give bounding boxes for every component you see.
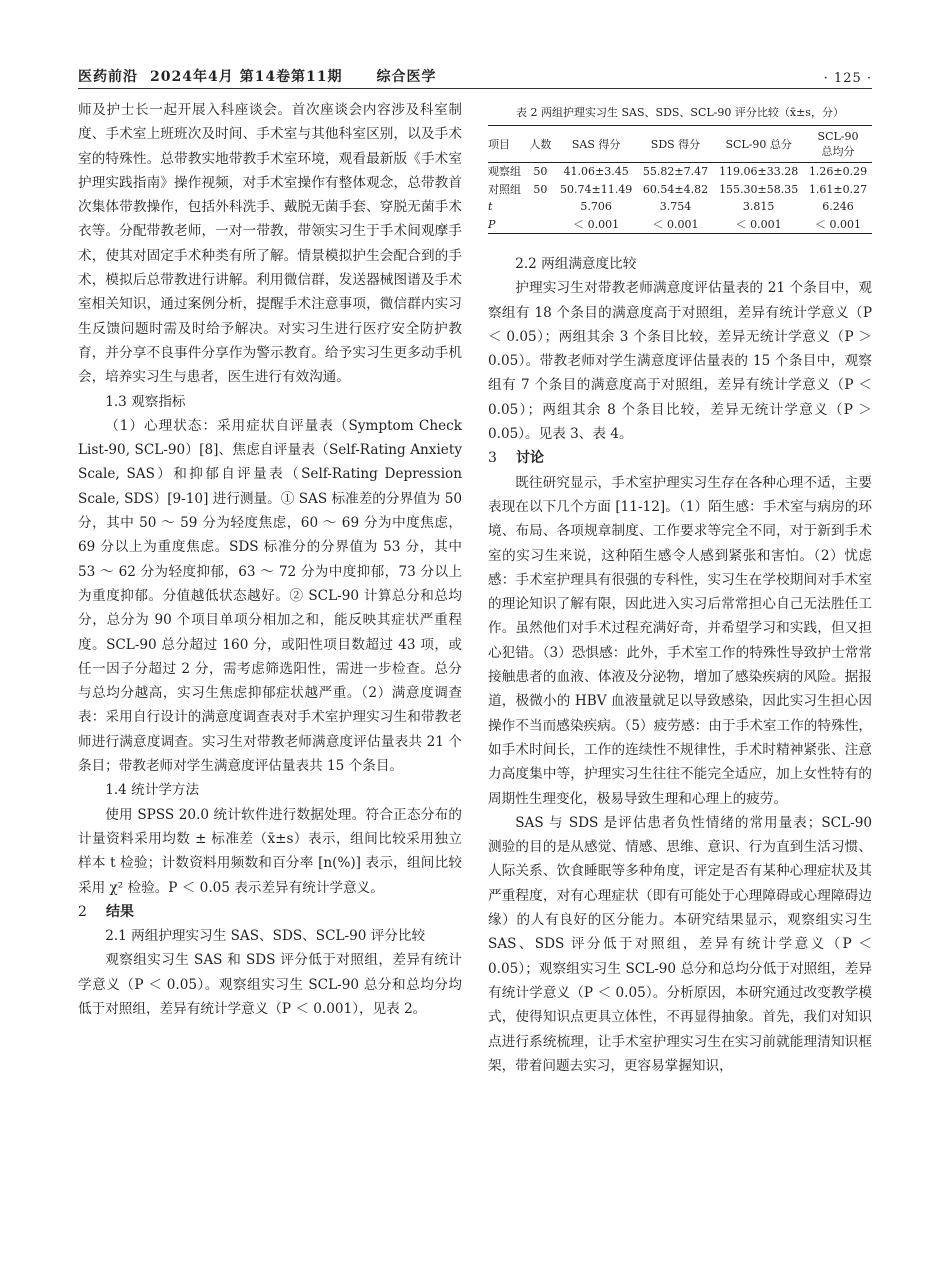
table-cell: 50: [533, 182, 548, 196]
section-heading-2: [78, 900, 462, 924]
table-cell: 60.54±4.82: [642, 182, 709, 196]
table-row: [488, 198, 872, 216]
results-table: [488, 125, 872, 234]
section-heading-3: [488, 446, 872, 470]
table-cell: 50: [533, 165, 548, 178]
table-row: [488, 163, 872, 181]
section-number: 2: [78, 903, 87, 920]
section-number: 3: [488, 450, 497, 467]
section-heading-2-2: 2.2 两组满意度比较: [515, 256, 637, 272]
journal-section: 综合医学: [376, 69, 437, 85]
table-cell: 观察组: [488, 165, 521, 178]
table-cell: 对照组: [488, 182, 521, 196]
left-column: [78, 98, 462, 1021]
table-cell: [526, 216, 554, 234]
table-cell: 5.706: [580, 200, 612, 213]
table-cell: t: [488, 200, 493, 213]
table-caption: 表 2 两组护理实习生 SAS、SDS、SCL-90 评分比较（x̄±s，分）: [516, 106, 844, 119]
table-cell: 6.246: [822, 200, 854, 213]
table-cell: 55.82±7.47: [642, 165, 709, 178]
table-header-cell: SCL-90 总分: [713, 126, 804, 163]
table-header-cell: SDS 得分: [638, 126, 714, 163]
table-cell: 41.06±3.45: [563, 165, 629, 178]
paragraph-visit: 师及护士长一起开展入科座谈会。首次座谈会内容涉及科室制度、手术室上班班次及时间、手术室与其他科室区别，以及手术室的特殊性。总带教实地带教手术室环境，观看最新版《手术室护理实践指南》操作视频，对手术室操作有整体观念，总带教首次集体带教操作，包括外科洗手、戴脱无菌手套、穿脱无菌手术衣等。分配带教老师，一对一带教，带领实习生于手术间观摩手术，使其对固定手术种类有所了解。情景模拟护生会配合到的手术，模拟后总带教进行讲解。利用微信群，发送器械图谱及手术室相关知识，通过案例分析，提醒手术注意事项，微信群内实习生反馈问题时需及时给予解决。对实习生进行医疗安全防护教育，并分享不良事件分享作为警示教育。给予实习生更多动手机会，培养实习生与患者，医生进行有效沟通。: [78, 102, 462, 386]
paragraph-indicators: （1）心理状态：采用症状自评量表（Symptom Check List-90, SCL-90）[8]、焦虑自评量表（Self-Rating Anxiety Scale, SAS）和抑郁自评量表（Self-Rating Depression Scale, SDS）[9-10] 进行测量。① SAS 标准差的分界值为 50 分，其中 50 ～ 59 分为轻度焦虑，60 ～ 69 分为中度焦虑，69 分以上为重度焦虑。SDS 标准分的分界值为 53 分，其中 53 ～ 62 分为轻度抑郁，63 ～ 72 分为中度抑郁，73 分以上为重度抑郁。分值越低状态越好。② SCL-90 计算总分和总均分，总分为 90 个项目单项分相加之和，能反映其症状严重程度。SCL-90 总分超过 160 分，或阳性项目数超过 43 项，或任一因子分超过 2 分，需考虑筛选阳性，需进一步检查。总分与总均分越高，实习生焦虑抑郁症状越严重。（2）满意度调查表：采用自行设计的满意度调查表对手术室护理实习生和带教老师进行满意度调查。实习生对带教老师满意度评估量表共 21 个条目；带教老师对学生满意度评估量表共 15 个条目。: [78, 417, 462, 775]
table-cell: 3.815: [742, 200, 775, 213]
table-cell: P: [488, 216, 526, 234]
paragraph-statistics: 使用 SPSS 20.0 统计软件进行数据处理。符合正态分布的计量资料采用均数 ± 标准差（x̄±s）表示，组间比较采用独立样本 t 检验；计数资料用频数和百分率 [n(%)] 表示，组间比较采用 χ² 检验。P ＜ 0.05 表示差异有统计学意义。: [78, 806, 462, 896]
table-header-cell: SCL-90 总均分: [804, 126, 872, 163]
table-cell: ＜ 0.001: [713, 216, 804, 234]
right-column: [488, 98, 872, 1078]
paragraph-results-2-1: 观察组实习生 SAS 和 SDS 评分低于对照组，差异有统计学意义（P ＜ 0.05）。观察组实习生 SCL-90 总分和总均分均低于对照组，差异有统计学意义（P ＜ 0.001），见表 2。: [78, 952, 462, 1017]
paragraph-discussion-2: SAS 与 SDS 是评估患者负性情绪的常用量表；SCL-90 测验的目的是从感觉、情感、思维、意识、行为直到生活习惯、人际关系、饮食睡眠等多种角度，评定是否有某种心理症状及其严重程度，对有心理症状（即有可能处于心理障碍或心理障碍边缘）的人有良好的区分能力。本研究结果显示，观察组实习生 SAS、SDS 评分低于对照组，差异有统计学意义（P ＜ 0.05）；观察组实习生 SCL-90 总分和总均分低于对照组，差异有统计学意义（P ＜ 0.05）。分析原因，本研究通过改变教学模式，使得知识点更具立体性，不再显得抽象。首先，我们对知识点进行系统梳理，让手术室护理实习生在实习前就能理清知识框架，带着问题去实习，更容易掌握知识，: [488, 814, 872, 1074]
page-number: · 125 ·: [823, 71, 872, 86]
table-row: [488, 181, 872, 199]
table-header-cell: 人数: [526, 126, 554, 163]
page-header: [78, 60, 872, 86]
paragraph-discussion-1: 既往研究显示，手术室护理实习生存在各种心理不适，主要表现在以下几个方面 [11-12]。（1）陌生感：手术室与病房的环境、布局、各项规章制度、工作要求等完全不同，对于新到手术室的实习生来说，这种陌生感令人感到紧张和害怕。（2）忧虑感：手术室护理具有很强的专科性，实习生在学校期间对手术室的理论知识了解有限，因此进入实习后常常担心自己无法胜任工作。虽然他们对手术过程充满好奇，并希望学习和实践，但又担心犯错。（3）恐惧感：此外，手术室工作的特殊性导致护士常常接触患者的血液、体液及分泌物，增加了感染疾病的风险。据报道，极微小的 HBV 血液量就足以导致感染，因此实习生担心因操作不当而感染疾病。（5）疲劳感：由于手术室工作的特殊性，如手术时间长，工作的连续性不规律性，手术时精神紧张、注意力高度集中等，护理实习生往往不能完全适应，加上女性特有的周期性生理变化，极易导致生理和心理上的疲劳。: [488, 474, 872, 807]
table-header-cell: SAS 得分: [555, 126, 638, 163]
table-cell: 3.754: [659, 200, 692, 213]
table-cell: ＜ 0.001: [804, 216, 872, 234]
paragraph-satisfaction: 护理实习生对带教老师满意度评估量表的 21 个条目中，观察组有 18 个条目的满意度高于对照组，差异有统计学意义（P ＜ 0.05）；两组其余 3 个条目比较，差异无统计学意义（P ＞ 0.05）。带教老师对学生满意度评估量表的 15 个条目中，观察组有 7 个条目的满意度高于对照组，差异有统计学意义（P ＜ 0.05）；两组其余 8 个条目比较，差异无统计学意义（P ＞ 0.05）。见表 3、表 4。: [488, 280, 872, 443]
section-heading-1-4: 1.4 统计学方法: [105, 782, 200, 799]
table-cell: ＜ 0.001: [555, 216, 638, 234]
table-header-row: [488, 126, 872, 163]
table-cell: [526, 198, 554, 216]
table-header-cell: 项目: [488, 126, 526, 163]
table-cell: 50.74±11.49: [560, 182, 633, 196]
header-rule: [78, 88, 872, 89]
journal-issue: 2024年4月 第14卷第11期: [150, 69, 343, 85]
table-cell: ＜ 0.001: [638, 216, 714, 234]
table-row: [488, 216, 872, 234]
section-title: 讨论: [516, 450, 544, 467]
table-cell: 155.30±58.35: [719, 182, 799, 196]
journal-name: 医药前沿: [78, 69, 138, 85]
table-cell: 1.61±0.27: [808, 182, 868, 196]
table-cell: 1.26±0.29: [808, 165, 868, 178]
section-heading-1-3: 1.3 观察指标: [105, 393, 186, 410]
section-title: 结果: [106, 903, 134, 920]
section-heading-2-1: 2.1 两组护理实习生 SAS、SDS、SCL-90 评分比较: [105, 928, 426, 945]
table-cell: 119.06±33.28: [719, 165, 799, 178]
